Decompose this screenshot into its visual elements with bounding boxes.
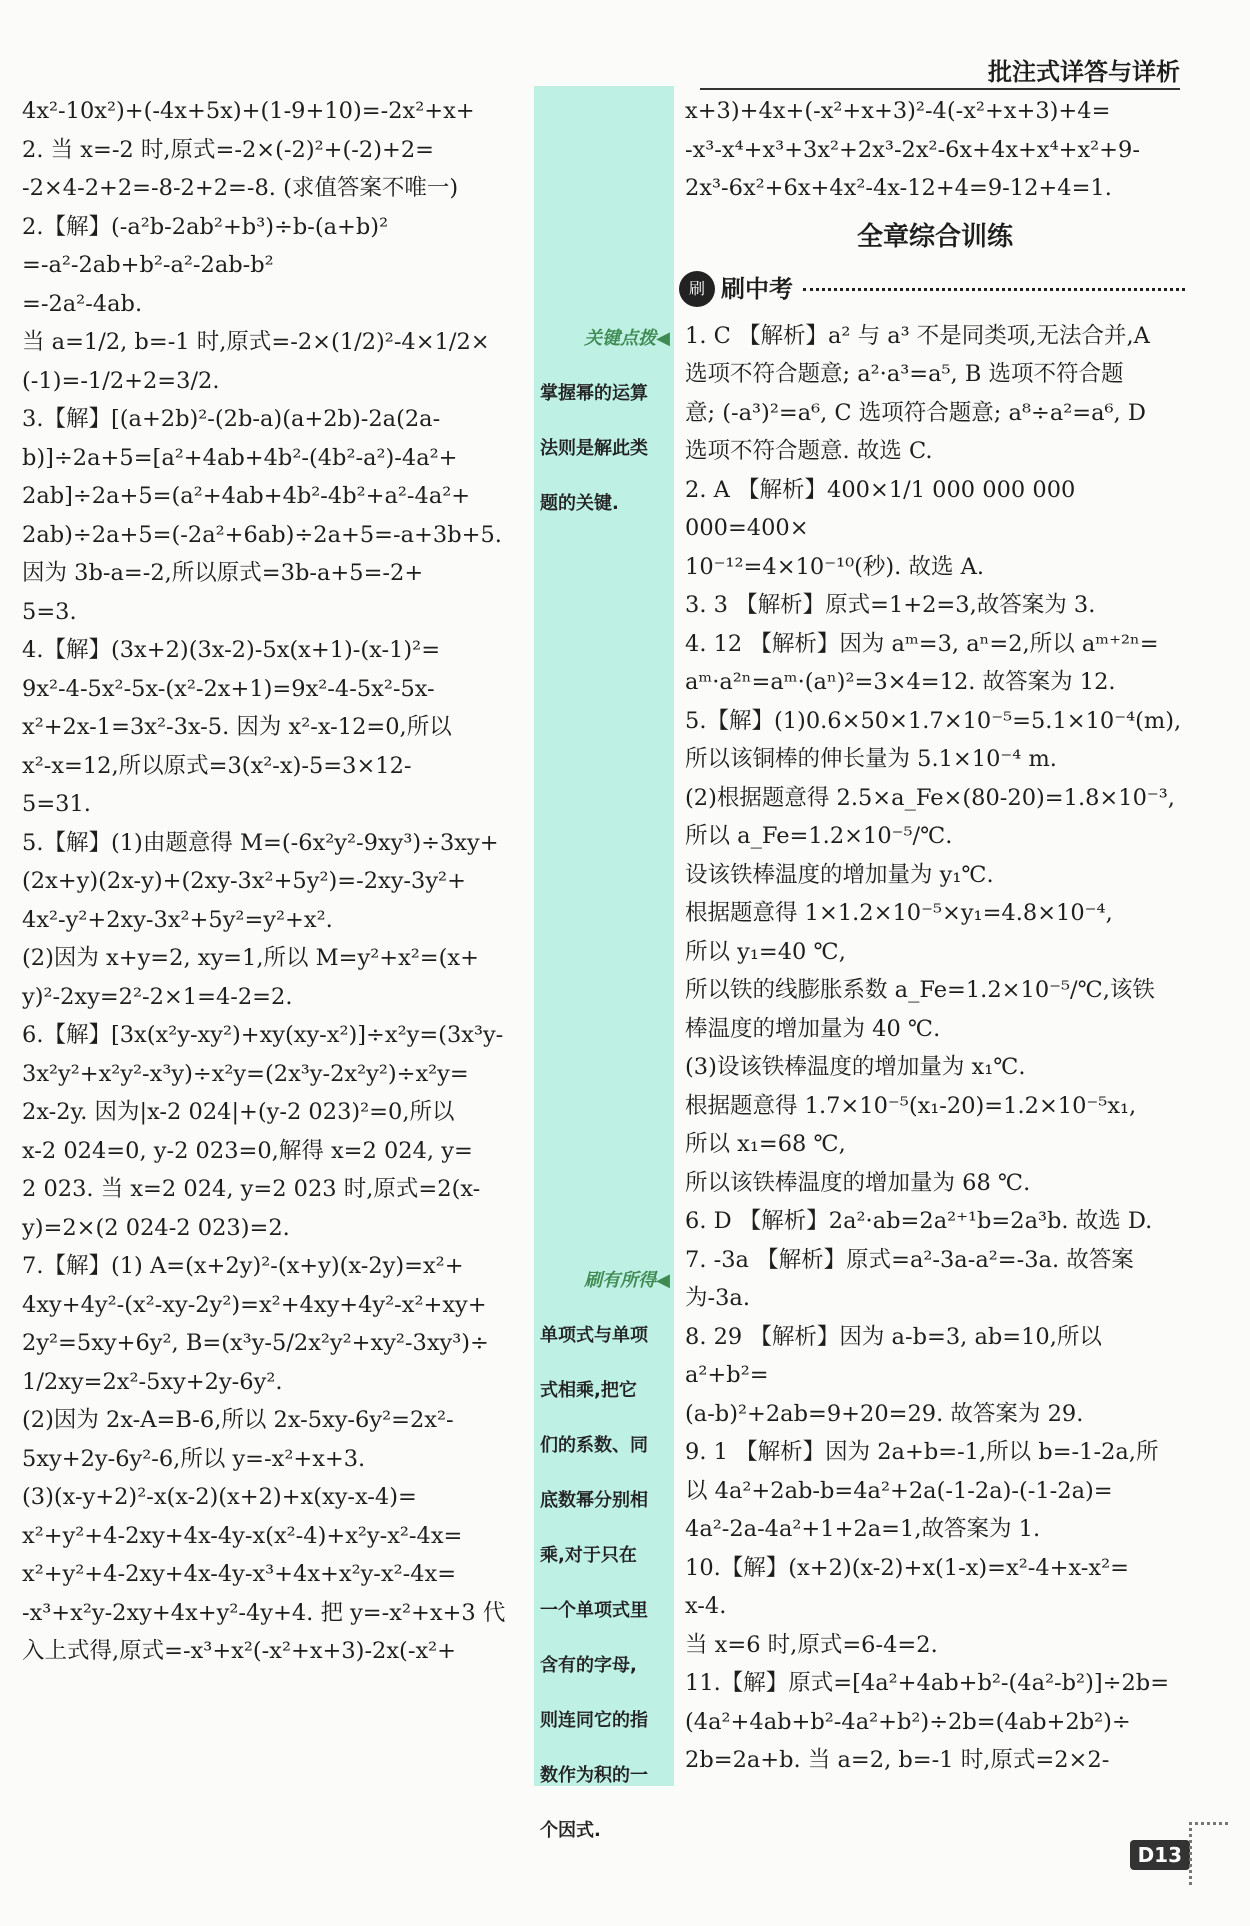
note-line: 含有的字母,: [540, 1655, 637, 1676]
text-line: x²-x=12,所以原式=3(x²-x)-5=3×12-: [22, 752, 412, 779]
right-column: [685, 92, 1185, 1780]
text-line: 9. 1 【解析】因为 2a+b=-1,所以 b=-1-2a,所: [685, 1439, 1159, 1465]
text-line: 选项不符合题意. 故选 C.: [685, 438, 933, 464]
text-line: 2. A 【解析】400×1/1 000 000 000 000=400×: [685, 476, 1083, 541]
text-line: 3x²y²+x²y²-x³y)÷x²y=(2x³y-2x²y²)÷x²y=: [22, 1060, 469, 1087]
text-line: (2)因为 2x-A=B-6,所以 2x-5xy-6y²=2x²-: [22, 1407, 454, 1433]
note-tag: 关键点拨◀: [584, 328, 670, 349]
text-line: y)=2×(2 024-2 023)=2.: [22, 1214, 290, 1241]
note-line: 乘,对于只在: [540, 1545, 637, 1566]
text-line: 所以铁的线膨胀系数 a_Fe=1.2×10⁻⁵/℃,该铁: [685, 977, 1155, 1003]
text-line: (2x+y)(2x-y)+(2xy-3x²+5y²)=-2xy-3y²+: [22, 868, 466, 894]
text-line: 所以该铜棒的伸长量为 5.1×10⁻⁴ m.: [685, 746, 1057, 772]
text-line: 5.【解】(1)0.6×50×1.7×10⁻⁵=5.1×10⁻⁴(m),: [685, 707, 1182, 734]
note-line: 则连同它的指: [540, 1710, 648, 1731]
note-line: 们的系数、同: [540, 1435, 648, 1456]
text-line: (-1)=-1/2+2=3/2.: [22, 367, 220, 394]
text-line: 3.【解】[(a+2b)²-(2b-a)(a+2b)-2a(2a-: [22, 406, 441, 432]
text-line: 4a²-2a-4a²+1+2a=1,故答案为 1.: [685, 1516, 1041, 1542]
text-line: aᵐ·a²ⁿ=aᵐ·(aⁿ)²=3×4=12. 故答案为 12.: [685, 669, 1116, 695]
text-line: x+3)+4x+(-x²+x+3)²-4(-x²+x+3)+4=: [685, 98, 1111, 124]
text-line: 因为 3b-a=-2,所以原式=3b-a+5=-2+: [22, 560, 424, 586]
text-line: 9x²-4-5x²-5x-(x²-2x+1)=9x²-4-5x²-5x-: [22, 675, 435, 702]
text-line: (2)根据题意得 2.5×a_Fe×(80-20)=1.8×10⁻³,: [685, 784, 1175, 811]
text-line: 3. 3 【解析】原式=1+2=3,故答案为 3.: [685, 592, 1096, 618]
text-line: 5=3.: [22, 598, 77, 625]
text-line: 2ab]÷2a+5=(a²+4ab+4b²-4b²+a²-4a²+: [22, 483, 471, 509]
text-line: (3)设该铁棒温度的增加量为 x₁℃.: [685, 1054, 1026, 1080]
text-line: 5.【解】(1)由题意得 M=(-6x²y²-9xy³)÷3xy+: [22, 829, 499, 856]
page-number: D13: [1130, 1840, 1190, 1870]
text-line: y)²-2xy=2²-2×1=4-2=2.: [22, 983, 293, 1010]
text-line: x-2 024=0, y-2 023=0,解得 x=2 024, y=: [22, 1137, 473, 1164]
text-line: 2.【解】(-a²b-2ab²+b³)÷b-(a+b)²: [22, 213, 389, 240]
text-line: -x³-x⁴+x³+3x²+2x³-2x²-6x+4x+x⁴+x²+9-: [685, 136, 1140, 163]
text-line: 11.【解】原式=[4a²+4ab+b²-(4a²-b²)]÷2b=: [685, 1670, 1170, 1696]
text-line: 意; (-a³)²=a⁶, C 选项符合题意; a⁸÷a²=a⁶, D: [685, 399, 1146, 426]
text-line: 当 a=1/2, b=-1 时,原式=-2×(1/2)²-4×1/2×: [22, 329, 490, 355]
text-line: 6. D 【解析】2a²·ab=2a²⁺¹b=2a³b. 故选 D.: [685, 1208, 1153, 1234]
note-line: 底数幂分别相: [540, 1490, 648, 1511]
text-line: x²+y²+4-2xy+4x-4y-x³+4x+x²y-x²-4x=: [22, 1561, 457, 1587]
text-line: (4a²+4ab+b²-4a²+b²)÷2b=(4ab+2b²)÷: [685, 1708, 1131, 1735]
text-line: 5=31.: [22, 791, 91, 817]
text-line: (a-b)²+2ab=9+20=29. 故答案为 29.: [685, 1400, 1084, 1427]
text-line: 2. 当 x=-2 时,原式=-2×(-2)²+(-2)+2=: [22, 136, 434, 163]
text-line: 设该铁棒温度的增加量为 y₁℃.: [685, 861, 994, 888]
text-line: 2ab)÷2a+5=(-2a²+6ab)÷2a+5=-a+3b+5.: [22, 521, 502, 548]
note-line: 一个单项式里: [540, 1600, 648, 1621]
text-line: 8. 29 【解析】因为 a-b=3, ab=10,所以 a²+b²=: [685, 1323, 1110, 1388]
text-line: 所以该铁棒温度的增加量为 68 ℃.: [685, 1169, 1031, 1196]
text-line: 2y²=5xy+6y², B=(x³y-5/2x²y²+xy²-3xy³)÷: [22, 1330, 489, 1356]
text-line: 为-3a.: [685, 1285, 750, 1311]
text-line: 4x²-y²+2xy-3x²+5y²=y²+x².: [22, 906, 333, 933]
text-line: 所以 a_Fe=1.2×10⁻⁵/℃.: [685, 823, 953, 849]
text-line: 7. -3a 【解析】原式=a²-3a-a²=-3a. 故答案: [685, 1246, 1134, 1273]
text-line: 2x-2y. 因为|x-2 024|+(y-2 023)²=0,所以: [22, 1099, 455, 1125]
text-line: 4x²-10x²)+(-4x+5x)+(1-9+10)=-2x²+x+: [22, 98, 475, 124]
note-line: 掌握幂的运算: [540, 383, 648, 404]
note-line: 个因式.: [540, 1820, 601, 1841]
text-line: 所以 x₁=68 ℃,: [685, 1131, 846, 1157]
header-title: 批注式详答与详析: [988, 58, 1180, 86]
text-line: 4.【解】(3x+2)(3x-2)-5x(x+1)-(x-1)²=: [22, 637, 441, 663]
text-line: 10⁻¹²=4×10⁻¹⁰(秒). 故选 A.: [685, 553, 985, 580]
note-line: 数作为积的一: [540, 1765, 648, 1786]
dotted-divider: [803, 288, 1185, 291]
text-line: 4. 12 【解析】因为 aᵐ=3, aⁿ=2,所以 aᵐ⁺²ⁿ=: [685, 630, 1159, 657]
text-line: 2 023. 当 x=2 024, y=2 023 时,原式=2(x-: [22, 1176, 481, 1202]
text-line: 根据题意得 1×1.2×10⁻⁵×y₁=4.8×10⁻⁴,: [685, 900, 1113, 926]
text-line: (3)(x-y+2)²-x(x-2)(x+2)+x(xy-x-4)=: [22, 1484, 417, 1510]
brush-icon: 刷: [679, 271, 715, 307]
text-line: 10.【解】(x+2)(x-2)+x(1-x)=x²-4+x-x²=: [685, 1554, 1129, 1581]
text-line: 所以 y₁=40 ℃,: [685, 938, 846, 965]
text-line: x-4.: [685, 1593, 727, 1619]
text-line: 7.【解】(1) A=(x+2y)²-(x+y)(x-2y)=x²+: [22, 1253, 464, 1279]
sidebar-note-takeaway: [540, 1262, 670, 1867]
section-title: 全章综合训练: [856, 221, 1013, 252]
text-line: 1/2xy=2x²-5xy+2y-6y².: [22, 1368, 283, 1395]
text-line: 2x³-6x²+6x+4x²-4x-12+4=9-12+4=1.: [685, 175, 1112, 201]
note-line: 题的关键.: [540, 493, 619, 514]
note-line: 单项式与单项: [540, 1325, 648, 1346]
text-line: x²+y²+4-2xy+4x-4y-x(x²-4)+x²y-x²-4x=: [22, 1522, 463, 1549]
text-line: =-a²-2ab+b²-a²-2ab-b²: [22, 252, 274, 278]
exam-badge: [679, 270, 1185, 309]
text-line: 5xy+2y-6y²-6,所以 y=-x²+x+3.: [22, 1445, 366, 1472]
text-line: -x³+x²y-2xy+4x+y²-4y+4. 把 y=-x²+x+3 代: [22, 1599, 506, 1626]
sidebar-note-key-points: [540, 320, 670, 540]
note-tag: 刷有所得◀: [584, 1270, 670, 1291]
text-line: 1. C 【解析】a² 与 a³ 不是同类项,无法合并,A: [685, 322, 1150, 349]
text-line: 6.【解】[3x(x²y-xy²)+xy(xy-x²)]÷x²y=(3x³y-: [22, 1022, 504, 1048]
text-line: b)]÷2a+5=[a²+4ab+4b²-(4b²-a²)-4a²+: [22, 444, 458, 471]
text-line: 2b=2a+b. 当 a=2, b=-1 时,原式=2×2-: [685, 1747, 1110, 1773]
header-divider: [700, 88, 1180, 90]
text-line: 以 4a²+2ab-b=4a²+2a(-1-2a)-(-1-2a)=: [685, 1477, 1113, 1504]
text-line: 选项不符合题意; a²·a³=a⁵, B 选项不符合题: [685, 361, 1124, 387]
text-line: 当 x=6 时,原式=6-4=2.: [685, 1631, 938, 1658]
badge-label: 刷中考: [721, 275, 793, 303]
corner-dots: [1189, 1822, 1228, 1885]
text-line: (2)因为 x+y=2, xy=1,所以 M=y²+x²=(x+: [22, 945, 479, 971]
note-line: 式相乘,把它: [540, 1380, 637, 1401]
text-line: =-2a²-4ab.: [22, 290, 143, 317]
text-line: 4xy+4y²-(x²-xy-2y²)=x²+4xy+4y²-x²+xy+: [22, 1291, 487, 1318]
note-line: 法则是解此类: [540, 438, 648, 459]
text-line: 根据题意得 1.7×10⁻⁵(x₁-20)=1.2×10⁻⁵x₁,: [685, 1092, 1137, 1119]
text-line: x²+2x-1=3x²-3x-5. 因为 x²-x-12=0,所以: [22, 714, 452, 740]
text-line: 入上式得,原式=-x³+x²(-x²+x+3)-2x(-x²+: [22, 1638, 457, 1664]
text-line: -2×4-2+2=-8-2+2=-8. (求值答案不唯一): [22, 175, 459, 201]
text-line: 棒温度的增加量为 40 ℃.: [685, 1015, 941, 1042]
left-column: [22, 92, 542, 1671]
